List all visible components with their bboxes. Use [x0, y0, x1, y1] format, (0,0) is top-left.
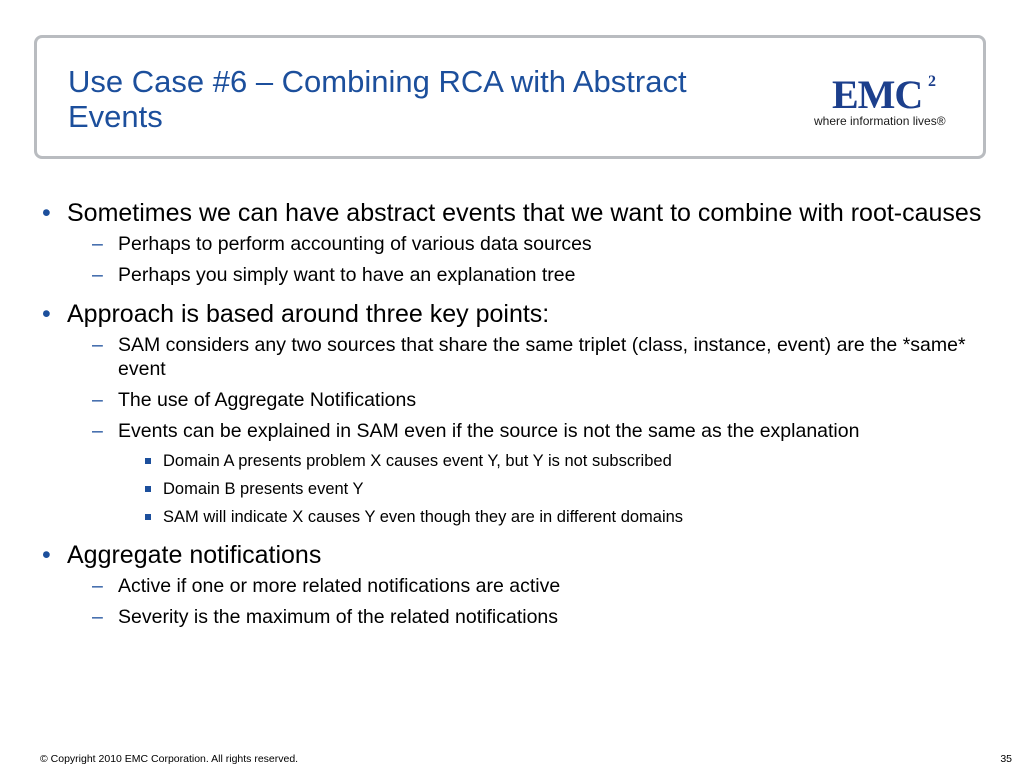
dash-icon: –	[92, 264, 103, 286]
sub-bullet-item	[42, 232, 982, 256]
sub-bullet-text: Active if one or more related notifications are active	[118, 575, 561, 597]
bullet-item	[42, 198, 982, 228]
sub-sub-bullet-text: Domain A presents problem X causes event Y, but Y is not subscribed	[163, 452, 672, 470]
logo-wordmark: EMC	[832, 72, 923, 117]
dash-icon: –	[92, 334, 103, 356]
sub-bullet-text: SAM considers any two sources that share the same triplet (class, instance, event) are the *same* event	[118, 334, 966, 380]
sub-bullet-item	[42, 605, 982, 629]
bullet-dot-icon: •	[42, 541, 51, 569]
sub-sub-bullet-item	[42, 506, 982, 528]
sub-bullet-text: Severity is the maximum of the related notifications	[118, 606, 559, 628]
logo-tagline: where information lives®	[814, 114, 946, 128]
page-number: 35	[1000, 753, 1012, 765]
bullet-text: Aggregate notifications	[67, 541, 322, 569]
bullet-text: Sometimes we can have abstract events that we want to combine with root-causes	[67, 199, 982, 227]
slide-body	[42, 198, 982, 636]
sub-bullet-item	[42, 574, 982, 598]
sub-sub-bullet-text: Domain B presents event Y	[163, 480, 364, 498]
bullet-dot-icon: •	[42, 300, 51, 328]
sub-sub-bullet-item	[42, 450, 982, 472]
slide-title: Use Case #6 – Combining RCA with Abstract Events	[68, 64, 687, 134]
dash-icon: –	[92, 389, 103, 411]
sub-bullet-text: The use of Aggregate Notifications	[118, 389, 417, 411]
sub-bullet-text: Perhaps you simply want to have an explanation tree	[118, 264, 576, 286]
sub-bullet-text: Events can be explained in SAM even if the source is not the same as the explanation	[118, 420, 860, 442]
square-bullet-icon	[145, 458, 151, 464]
footer-copyright: © Copyright 2010 EMC Corporation. All rights reserved.	[40, 753, 299, 765]
sub-bullet-item	[42, 419, 982, 443]
sub-bullet-item	[42, 333, 982, 381]
sub-bullet-text: Perhaps to perform accounting of various data sources	[118, 233, 592, 255]
dash-icon: –	[92, 606, 103, 628]
sub-sub-bullet-text: SAM will indicate X causes Y even though they are in different domains	[163, 508, 684, 526]
bullet-dot-icon: •	[42, 199, 51, 227]
sub-bullet-item	[42, 388, 982, 412]
logo-superscript: 2	[928, 73, 936, 90]
emc-logo	[810, 74, 960, 134]
sub-sub-bullet-item	[42, 478, 982, 500]
sub-bullet-item	[42, 263, 982, 287]
bullet-text: Approach is based around three key points:	[67, 300, 550, 328]
dash-icon: –	[92, 233, 103, 255]
square-bullet-icon	[145, 514, 151, 520]
dash-icon: –	[92, 420, 103, 442]
bullet-item	[42, 299, 982, 329]
bullet-item	[42, 540, 982, 570]
dash-icon: –	[92, 575, 103, 597]
square-bullet-icon	[145, 486, 151, 492]
